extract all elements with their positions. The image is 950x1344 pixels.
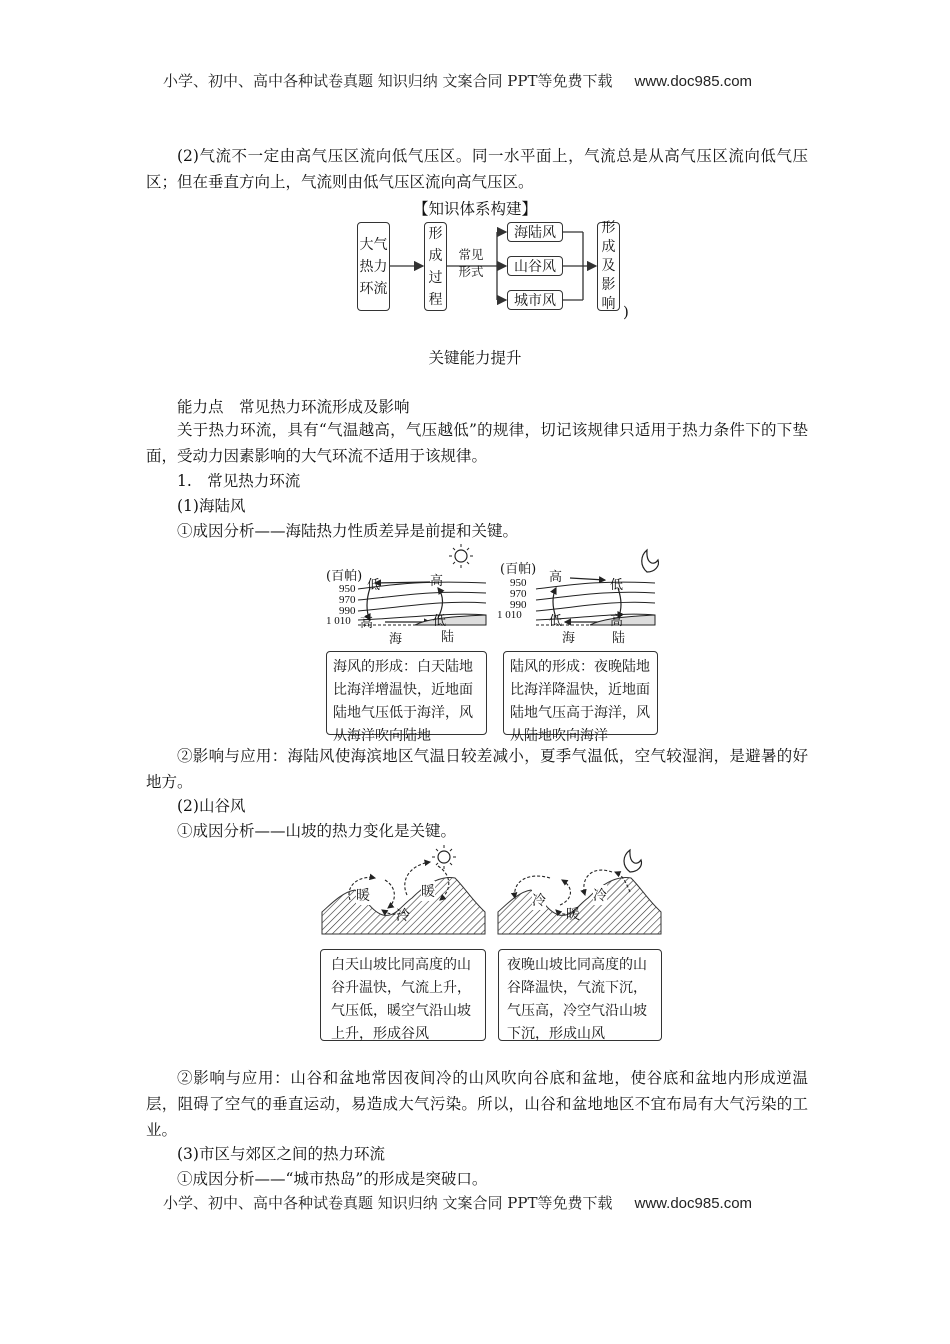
night-tick-970: 970 bbox=[510, 588, 527, 600]
day-tick-1010: 1 010 bbox=[326, 615, 351, 627]
intro-paragraph: (2)气流不一定由高气压区流向低气压区。同一水平面上，气流总是从高气压区流向低气压区；但在垂直方向上，气流则由低气压区流向高气压区。 bbox=[146, 147, 808, 191]
header-url[interactable]: www.doc985.com bbox=[634, 73, 753, 90]
night-tick-950: 950 bbox=[510, 577, 527, 589]
night-tick-1010: 1 010 bbox=[497, 609, 522, 621]
trailing-paren: ) bbox=[623, 303, 629, 321]
night-high-bottom: 高 bbox=[610, 614, 624, 629]
label-common-forms-text: 常见形式 bbox=[458, 247, 484, 279]
mountain-cold-right: 冷 bbox=[593, 885, 607, 905]
box-atmospheric-circulation-label: 大气热力环流 bbox=[359, 236, 388, 297]
sun-rays bbox=[432, 845, 456, 869]
night-tick-990: 990 bbox=[510, 599, 527, 611]
day-tick-990: 990 bbox=[339, 605, 356, 617]
valley-warm-right: 暖 bbox=[421, 881, 435, 901]
box-urban-label: 城市风 bbox=[514, 293, 556, 309]
footer-text: 小学、初中、高中各种试卷真题 知识归纳 文案合同 PPT等免费下载 bbox=[163, 1194, 613, 1212]
box-formation-impact-label: 形成及影响 bbox=[601, 220, 616, 312]
box-sea-land-label: 海陆风 bbox=[514, 225, 556, 241]
sea-land-heading: (1)海陆风 bbox=[177, 497, 246, 515]
mountain-cold-left: 冷 bbox=[532, 890, 546, 910]
sea-land-cause: ①成因分析——海陆热力性质差异是前提和关键。 bbox=[177, 522, 519, 540]
box-formation-process-label: 形成过程 bbox=[428, 225, 443, 308]
day-low-bottom: 低 bbox=[433, 614, 447, 629]
item-1-heading: 1. 常见热力环流 bbox=[177, 472, 301, 490]
valley-warm-left: 暖 bbox=[356, 885, 370, 905]
day-land-label: 陆 bbox=[441, 630, 455, 645]
urban-heading: (3)市区与郊区之间的热力环流 bbox=[177, 1145, 385, 1163]
header-text: 小学、初中、高中各种试卷真题 知识归纳 文案合同 PPT等免费下载 bbox=[163, 72, 613, 90]
box-mountain-valley-label: 山谷风 bbox=[514, 259, 556, 275]
day-high-bottom: 高 bbox=[360, 616, 374, 631]
day-high-top: 高 bbox=[430, 574, 444, 589]
day-tick-970: 970 bbox=[339, 594, 356, 606]
rule-paragraph: 关于热力环流，具有“气温越高，气压越低”的规律，切记该规律只适用于热力条件下的下垫面，受动力因素影响的大气环流不适用于该规律。 bbox=[146, 421, 808, 465]
night-unit: (百帕) bbox=[500, 562, 537, 577]
mountain-breeze-caption: 夜晚山坡比同高度的山谷降温快，气流下沉，气压高，冷空气沿山坡下沉，形成山风 bbox=[498, 949, 662, 1041]
night-sea-label: 海 bbox=[562, 631, 576, 646]
mountain-valley-impact: ②影响与应用：山谷和盆地常因夜间冷的山风吹向谷底和盆地，使谷底和盆地内形成逆温层，阻碍了空气的垂直运动，易造成大气污染。所以，山谷和盆地地区不宜布局有大气污染的工业。 bbox=[146, 1069, 808, 1139]
urban-cause: ①成因分析——“城市热岛”的形成是突破口。 bbox=[177, 1170, 488, 1188]
day-unit: (百帕) bbox=[326, 569, 363, 584]
footer-url[interactable]: www.doc985.com bbox=[634, 1195, 753, 1212]
day-tick-950: 950 bbox=[339, 583, 356, 595]
night-high-top: 高 bbox=[549, 570, 563, 585]
knowledge-title: 【知识体系构建】 bbox=[412, 200, 537, 218]
section-title: 关键能力提升 bbox=[428, 349, 522, 367]
day-sea-label: 海 bbox=[389, 632, 403, 647]
valley-cold: 冷 bbox=[396, 908, 410, 924]
sea-breeze-caption: 海风的形成：白天陆地比海洋增温快，近地面陆地气压低于海洋，风从海洋吹向陆地 bbox=[326, 651, 487, 735]
day-low-top: 低 bbox=[367, 578, 381, 593]
night-low-top: 低 bbox=[610, 578, 624, 593]
mountain-valley-heading: (2)山谷风 bbox=[177, 797, 246, 815]
moon-icon bbox=[624, 850, 641, 872]
sea-land-impact: ②影响与应用：海陆风使海滨地区气温日较差减小，夏季气温低，空气较湿润，是避暑的好地方。 bbox=[146, 747, 808, 791]
land-breeze-caption: 陆风的形成：夜晚陆地比海洋降温快，近地面陆地气压高于海洋，风从陆地吹向海洋 bbox=[503, 651, 658, 735]
night-land-label: 陆 bbox=[612, 631, 626, 646]
sun-icon bbox=[438, 851, 450, 863]
valley-breeze-caption: 白天山坡比同高度的山谷升温快，气流上升，气压低，暖空气沿山坡上升，形成谷风 bbox=[320, 949, 486, 1041]
mountain-valley-cause: ①成因分析——山坡的热力变化是关键。 bbox=[177, 822, 457, 840]
ability-point: 能力点 常见热力环流形成及影响 bbox=[177, 398, 410, 416]
mountain-warm: 暖 bbox=[566, 907, 580, 923]
page-footer bbox=[163, 1192, 752, 1213]
night-low-bottom: 低 bbox=[549, 614, 563, 629]
